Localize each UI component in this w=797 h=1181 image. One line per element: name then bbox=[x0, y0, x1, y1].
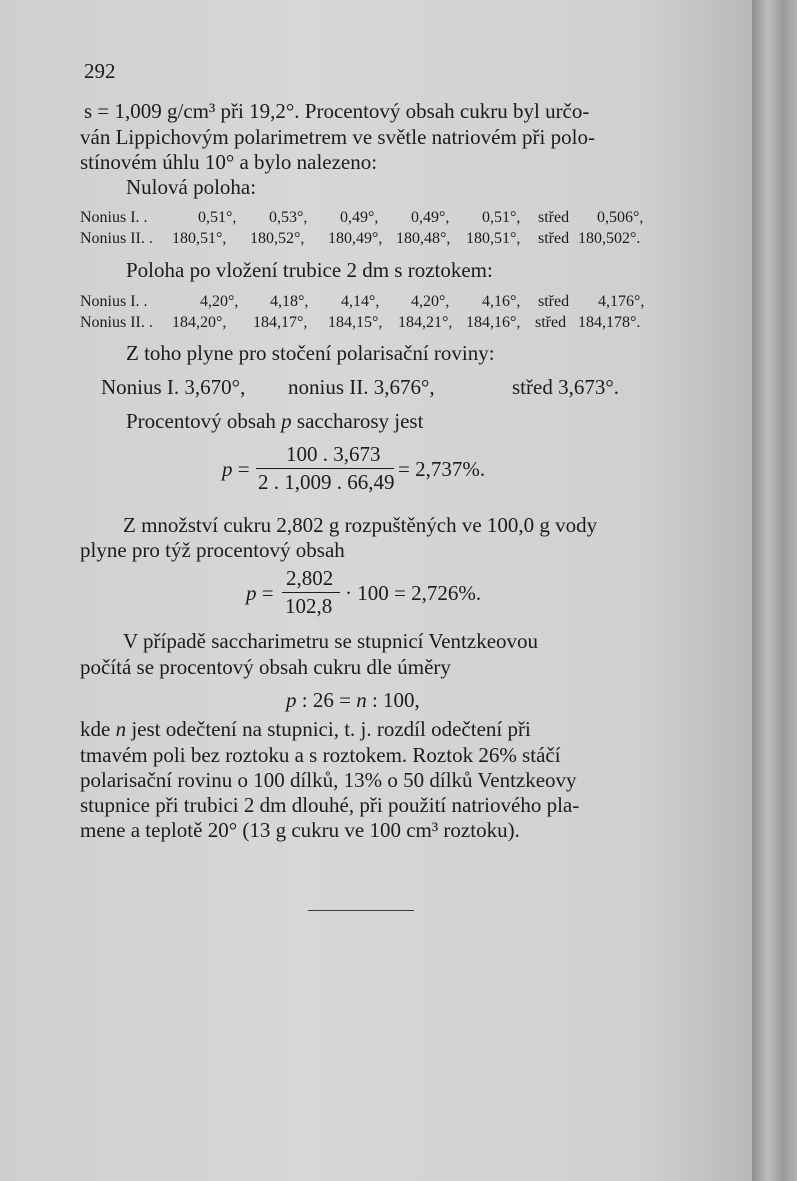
cell: 184,17°, bbox=[253, 314, 308, 331]
position-heading: Poloha po vložení trubice 2 dm s roztokem: bbox=[126, 258, 493, 282]
rotation-nonius-2: nonius II. 3,676°, bbox=[288, 375, 435, 399]
cell: 4,14°, bbox=[341, 293, 380, 310]
cell: 0,51°, bbox=[198, 209, 237, 226]
paragraph-1-line-2: ván Lippichovým polarimetrem ve světle natriovém při polo- bbox=[80, 125, 595, 149]
book-gutter bbox=[752, 0, 797, 1181]
table1-row-1 bbox=[0, 208, 752, 228]
end-rule bbox=[308, 910, 414, 911]
zero-position-heading: Nulová poloha: bbox=[126, 175, 257, 199]
rotation-heading: Z toho plyne pro stočení polarisační roviny: bbox=[126, 341, 495, 365]
eq2-rhs: · 100 = 2,726%. bbox=[345, 581, 482, 605]
rotation-center: střed 3,673°. bbox=[512, 375, 619, 399]
paragraph-2-line-2: plyne pro týž procentový obsah bbox=[80, 538, 345, 562]
cell: 4,16°, bbox=[482, 293, 521, 310]
cell: Nonius I. . bbox=[80, 209, 148, 226]
paragraph-2-line-1: Z množství cukru 2,802 g rozpuštěných ve 100,0 g vody bbox=[123, 513, 598, 537]
paragraph-4-line-1: kde n jest odečtení na stupnici, t. j. rozdíl odečtení při bbox=[80, 717, 531, 741]
eq1-denominator: 2 . 1,009 . 66,49 bbox=[258, 470, 395, 494]
cell: 180,48°, bbox=[396, 230, 451, 247]
cell: 4,18°, bbox=[270, 293, 309, 310]
rotation-nonius-1: Nonius I. 3,670°, bbox=[101, 375, 246, 399]
cell: 180,49°, bbox=[328, 230, 383, 247]
paragraph-3-line-2: počítá se procentový obsah cukru dle úměry bbox=[80, 655, 451, 679]
cell: 0,506°, bbox=[597, 209, 644, 226]
page-number: 292 bbox=[84, 59, 116, 83]
table2-row-1 bbox=[0, 292, 752, 312]
cell: 180,51°, bbox=[466, 230, 521, 247]
cell: Nonius II. . bbox=[80, 230, 153, 247]
percent-heading: Procentový obsah p saccharosy jest bbox=[126, 409, 424, 433]
cell: 184,20°, bbox=[172, 314, 227, 331]
eq1-rhs: = 2,737%. bbox=[398, 457, 486, 481]
paragraph-1-line-3: stínovém úhlu 10° a bylo nalezeno: bbox=[80, 150, 378, 174]
paragraph-4-line-4: stupnice při trubici 2 dm dlouhé, při použití natriového pla- bbox=[80, 793, 580, 817]
table1-row-2 bbox=[0, 229, 752, 249]
cell: 0,49°, bbox=[340, 209, 379, 226]
eq2-lhs: p = bbox=[246, 581, 274, 605]
equation-3: p : 26 = n : 100, bbox=[286, 688, 420, 712]
cell: 184,15°, bbox=[328, 314, 383, 331]
eq1-fraction-bar bbox=[256, 468, 394, 469]
cell: 184,178°. bbox=[578, 314, 641, 331]
cell: 0,49°, bbox=[411, 209, 450, 226]
table2-row-2 bbox=[0, 313, 752, 333]
paragraph-1-line-1: s = 1,009 g/cm³ při 19,2°. Procentový obsah cukru byl určo- bbox=[84, 99, 590, 123]
cell: 0,51°, bbox=[482, 209, 521, 226]
eq1-numerator: 100 . 3,673 bbox=[286, 442, 381, 466]
eq2-numerator: 2,802 bbox=[286, 566, 334, 590]
paragraph-4-line-3: polarisační rovinu o 100 dílků, 13% o 50 dílků Ventzkeovy bbox=[80, 768, 577, 792]
cell: 180,51°, bbox=[172, 230, 227, 247]
cell: 180,502°. bbox=[578, 230, 641, 247]
cell: 4,176°, bbox=[598, 293, 645, 310]
cell: 0,53°, bbox=[269, 209, 308, 226]
cell: střed bbox=[538, 230, 570, 247]
cell: Nonius I. . bbox=[80, 293, 148, 310]
cell: střed bbox=[535, 314, 567, 331]
cell: střed bbox=[538, 209, 570, 226]
eq2-denominator: 102,8 bbox=[285, 594, 333, 618]
paragraph-3-line-1: V případě saccharimetru se stupnicí Ventzkeovou bbox=[123, 629, 539, 653]
cell: 180,52°, bbox=[250, 230, 305, 247]
cell: 4,20°, bbox=[200, 293, 239, 310]
cell: Nonius II. . bbox=[80, 314, 153, 331]
eq1-lhs: p = bbox=[222, 457, 250, 481]
paragraph-4-line-2: tmavém poli bez roztoku a s roztokem. Roztok 26% stáčí bbox=[80, 743, 561, 767]
cell: 184,21°, bbox=[398, 314, 453, 331]
cell: 184,16°, bbox=[466, 314, 521, 331]
eq2-fraction-bar bbox=[282, 592, 340, 593]
paragraph-4-line-5: mene a teplotě 20° (13 g cukru ve 100 cm³ roztoku). bbox=[80, 818, 520, 842]
cell: střed bbox=[538, 293, 570, 310]
cell: 4,20°, bbox=[411, 293, 450, 310]
